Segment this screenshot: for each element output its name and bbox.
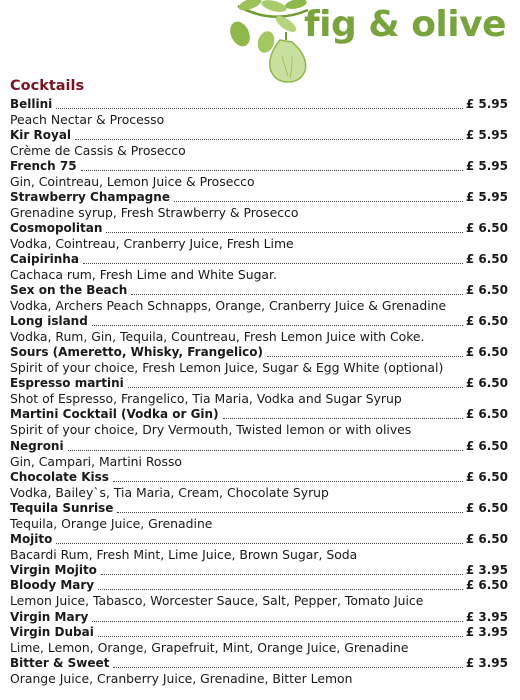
dot-leader xyxy=(101,573,463,575)
menu-item xyxy=(10,500,508,531)
dot-leader xyxy=(75,138,463,140)
menu-item xyxy=(10,438,508,469)
dot-leader xyxy=(92,324,463,326)
menu-item-price: £ 6.50 xyxy=(465,531,508,546)
menu-item-row xyxy=(10,314,508,330)
menu-item-description: Peach Nectar & Processo xyxy=(10,111,165,127)
menu-item xyxy=(10,251,508,282)
dot-leader xyxy=(117,511,462,513)
menu-item-description: Spirit of your choice, Dry Vermouth, Twisted lemon or with olives xyxy=(10,422,412,438)
menu-item-row xyxy=(10,625,508,641)
menu-item-price: £ 5.95 xyxy=(465,127,508,142)
dot-leader xyxy=(81,169,463,171)
menu-item-price: £ 6.50 xyxy=(465,407,508,422)
menu-item-row xyxy=(10,96,508,112)
menu-item-name: Bellini xyxy=(10,96,53,111)
dot-leader xyxy=(98,588,463,590)
menu-item-price: £ 6.50 xyxy=(465,376,508,391)
menu-item-price: £ 3.95 xyxy=(465,609,508,624)
menu-item-row xyxy=(10,345,508,361)
menu-item-row xyxy=(10,531,508,547)
menu-item xyxy=(10,189,508,220)
dot-leader xyxy=(68,449,463,451)
menu-item-description: Grenadine syrup, Fresh Strawberry & Prosecco xyxy=(10,204,299,220)
dot-leader xyxy=(56,107,463,109)
menu-item-row xyxy=(10,656,508,672)
menu-item-description: Cachaca rum, Fresh Lime and White Sugar. xyxy=(10,266,277,282)
menu-item-description: Orange Juice, Cranberry Juice, Grenadine, Bitter Lemon xyxy=(10,671,353,687)
menu-item xyxy=(10,314,508,345)
menu-item-description: Vodka, Rum, Gin, Tequila, Countreau, Fresh Lemon Juice with Coke. xyxy=(10,329,425,345)
menu-item-price: £ 6.50 xyxy=(465,438,508,453)
menu-item-description: Tequila, Orange Juice, Grenadine xyxy=(10,515,213,531)
menu-item-name: Mojito xyxy=(10,531,53,546)
menu-item xyxy=(10,407,508,438)
menu-item-name: Cosmopolitan xyxy=(10,220,103,235)
dot-leader xyxy=(113,480,463,482)
menu-header xyxy=(0,0,520,88)
menu-item xyxy=(10,469,508,500)
dot-leader xyxy=(267,355,463,357)
menu-item-row xyxy=(10,438,508,454)
menu-item xyxy=(10,283,508,314)
menu-item-price: £ 6.50 xyxy=(465,283,508,298)
menu-item-price: £ 6.50 xyxy=(465,578,508,593)
menu-item xyxy=(10,578,508,609)
menu-item-description: Vodka, Bailey`s, Tia Maria, Cream, Chocolate Syrup xyxy=(10,484,329,500)
menu-item xyxy=(10,158,508,189)
menu-item-name: Kir Royal xyxy=(10,127,72,142)
menu-item-description: Gin, Cointreau, Lemon Juice & Prosecco xyxy=(10,173,255,189)
menu-item-row xyxy=(10,376,508,392)
menu-item-price: £ 5.95 xyxy=(465,189,508,204)
dot-leader xyxy=(98,635,463,637)
menu-item-description: Spirit of your choice, Fresh Lemon Juice, Sugar & Egg White (optional) xyxy=(10,360,444,376)
menu-item xyxy=(10,96,508,127)
menu-item-row xyxy=(10,283,508,299)
dot-leader xyxy=(128,386,463,388)
menu-item-row xyxy=(10,469,508,485)
menu-item xyxy=(10,345,508,376)
menu-item-row xyxy=(10,127,508,143)
menu-item-name: Virgin Mojito xyxy=(10,562,97,577)
menu-item-row xyxy=(10,407,508,423)
menu-item xyxy=(10,625,508,656)
menu-item-row xyxy=(10,578,508,594)
menu-item-price: £ 6.50 xyxy=(465,220,508,235)
menu-item xyxy=(10,562,508,578)
menu-item-description: Shot of Espresso, Frangelico, Tia Maria, Vodka and Sugar Syrup xyxy=(10,391,402,407)
menu-item-description: Bacardi Rum, Fresh Mint, Lime Juice, Brown Sugar, Soda xyxy=(10,546,358,562)
menu-item-name: Bitter & Sweet xyxy=(10,656,110,671)
dot-leader xyxy=(131,293,463,295)
menu-item-description: Gin, Campari, Martini Rosso xyxy=(10,453,182,469)
menu-item xyxy=(10,376,508,407)
menu-item-price: £ 6.50 xyxy=(465,469,508,484)
menu-item-name: Sours (Ameretto, Whisky, Frangelico) xyxy=(10,345,264,360)
menu-item-row xyxy=(10,609,508,625)
menu-item-row xyxy=(10,189,508,205)
menu-item-price: £ 5.95 xyxy=(465,158,508,173)
menu-item-price: £ 3.95 xyxy=(465,625,508,639)
menu-item-row xyxy=(10,562,508,578)
brand-logo-text: fig & olive xyxy=(303,4,506,45)
dot-leader xyxy=(223,417,463,419)
menu-item-description: Crème de Cassis & Prosecco xyxy=(10,142,186,158)
menu-item-name: Tequila Sunrise xyxy=(10,500,114,515)
menu-item-description: Vodka, Cointreau, Cranberry Juice, Fresh Lime xyxy=(10,235,294,251)
menu-item xyxy=(10,220,508,251)
menu-item-price: £ 3.95 xyxy=(465,562,508,577)
menu-item-name: Martini Cocktail (Vodka or Gin) xyxy=(10,407,219,422)
menu-item-price: £ 6.50 xyxy=(465,500,508,515)
dot-leader xyxy=(106,231,462,233)
dot-leader xyxy=(56,542,462,544)
menu-item-price: £ 6.50 xyxy=(465,251,508,266)
menu-item-row xyxy=(10,220,508,236)
menu-item xyxy=(10,609,508,625)
menu-item-name: Virgin Mary xyxy=(10,609,89,624)
dot-leader xyxy=(174,200,463,202)
menu-item-name: Virgin Dubai xyxy=(10,625,94,639)
menu-item xyxy=(10,656,508,687)
menu-item-name: Sex on the Beach xyxy=(10,283,128,298)
menu-item-price: £ 6.50 xyxy=(465,314,508,329)
menu-item-name: Chocolate Kiss xyxy=(10,469,109,484)
cocktail-list xyxy=(10,96,508,687)
menu-item-description: Lime, Lemon, Orange, Grapefruit, Mint, Orange Juice, Grenadine xyxy=(10,640,409,655)
menu-item-name: French 75 xyxy=(10,158,77,173)
menu-item-price: £ 6.50 xyxy=(465,345,508,360)
menu-item-description: Lemon Juice, Tabasco, Worcester Sauce, Salt, Pepper, Tomato Juice xyxy=(10,593,424,609)
menu-item xyxy=(10,531,508,562)
menu-item-price: £ 5.95 xyxy=(465,96,508,111)
dot-leader xyxy=(92,620,463,622)
menu-item-name: Caipirinha xyxy=(10,251,79,266)
dot-leader xyxy=(113,666,463,668)
menu-item-description: Vodka, Archers Peach Schnapps, Orange, Cranberry Juice & Grenadine xyxy=(10,298,447,314)
menu-item-name: Negroni xyxy=(10,438,64,453)
menu-item-name: Strawberry Champagne xyxy=(10,189,170,204)
menu-item-price: £ 3.95 xyxy=(465,656,508,671)
menu-item-row xyxy=(10,158,508,174)
dot-leader xyxy=(83,262,463,264)
menu-item-name: Espresso martini xyxy=(10,376,124,391)
menu-item-row xyxy=(10,500,508,516)
menu-item-name: Bloody Mary xyxy=(10,578,95,593)
menu-item-name: Long island xyxy=(10,314,88,329)
menu-item xyxy=(10,127,508,158)
menu-item-row xyxy=(10,251,508,267)
section-title: Cocktails xyxy=(10,78,85,94)
